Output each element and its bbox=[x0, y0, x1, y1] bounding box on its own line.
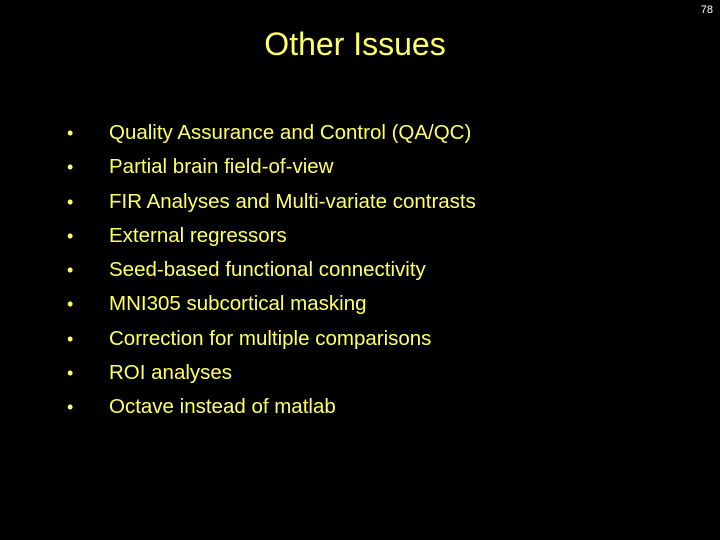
bullet-icon: • bbox=[67, 123, 74, 143]
bullet-icon: • bbox=[67, 260, 74, 281]
bullet-text: Partial brain field-of-view bbox=[109, 155, 334, 179]
bullet-text: Quality Assurance and Control (QA/QC) bbox=[109, 121, 472, 144]
slide-title: Other Issues bbox=[264, 26, 446, 62]
bullet-text: External regressors bbox=[109, 223, 287, 247]
bullet-icon: • bbox=[67, 294, 74, 315]
bullet-text: Correction for multiple comparisons bbox=[109, 326, 432, 350]
bullet-icon: • bbox=[67, 225, 74, 246]
bullet-text: FIR Analyses and Multi-variate contrasts bbox=[109, 189, 476, 213]
bullet-text: ROI analyses bbox=[109, 361, 233, 385]
page-number: 78 bbox=[700, 4, 713, 16]
bullet-icon: • bbox=[67, 363, 74, 384]
bullet-icon: • bbox=[67, 328, 74, 349]
bullet-text: Octave instead of matlab bbox=[109, 395, 336, 419]
bullet-icon: • bbox=[67, 191, 74, 212]
bullet-text: MNI305 subcortical masking bbox=[109, 292, 367, 316]
bullet-icon: • bbox=[67, 397, 74, 418]
bullet-icon: • bbox=[67, 157, 74, 178]
bullet-text: Seed-based functional connectivity bbox=[109, 258, 426, 282]
